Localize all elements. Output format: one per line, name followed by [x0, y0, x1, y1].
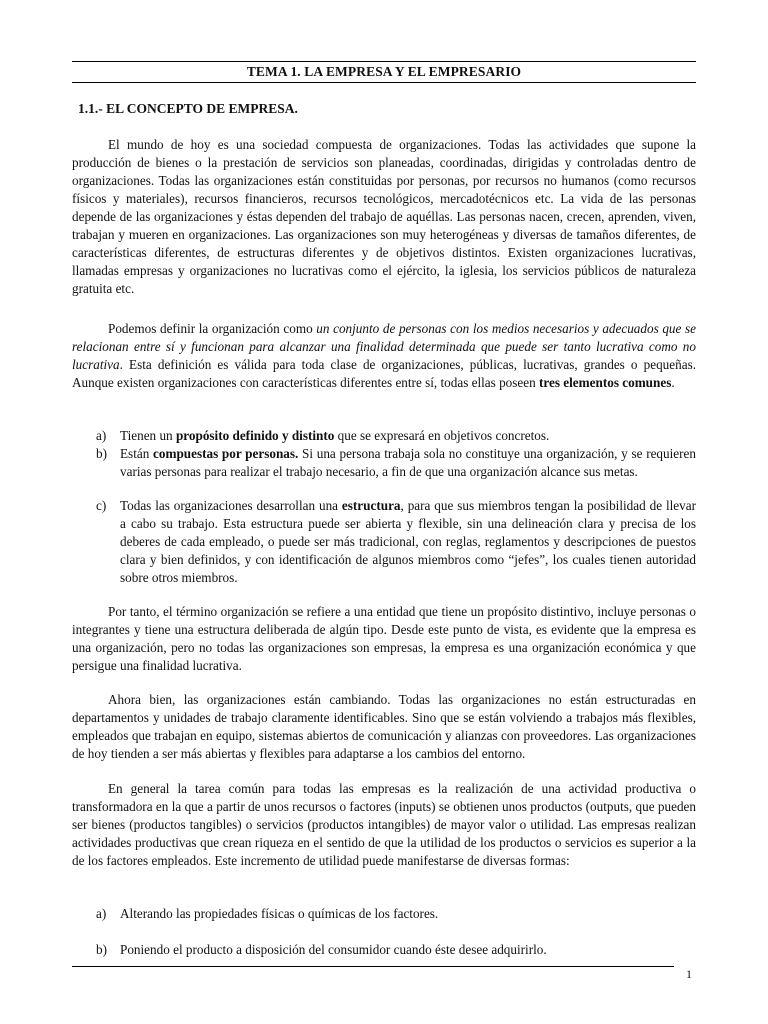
paragraph-3: [72, 603, 696, 675]
list-item-text: , para que sus miembros tengan la posibilidad de llevar a cabo su trabajo. Esta estructura puede ser abierta y flexible, sin una delineación clara y precisa de los deberes de cada empleado, o puede ser más tradicional, con reglas, reglamentos y descripciones de puestos clara y bien definidos, y con identificación de algunos miembros como “jefes”, los cuales tienen autoridad sobre otros miembros.: [120, 498, 696, 585]
list-item-bold: compuestas por personas.: [153, 446, 299, 461]
list-marker: c): [96, 498, 107, 513]
p2-text-a: Podemos definir la organización como: [108, 321, 317, 336]
list-item-text: Todas las organizaciones desarrollan una: [120, 498, 342, 513]
paragraph-5-text: En general la tarea común para todas las empresas es la realización de una actividad productiva o transformadora en la que a partir de unos recursos o factores (inputs) se obtienen unos productos (outputs, que pueden ser bienes (productos tangibles) o servicios (productos intangibles) de mayor valor o utilidad. Las empresas realizan actividades productivas que crean riqueza en el sentido de que la utilidad de los productos o servicios es superior a la de los factores empleados. Este incremento de utilidad puede manifestarse de diversas formas:: [72, 781, 696, 868]
paragraph-4: [72, 691, 696, 763]
paragraph-2: [72, 320, 696, 392]
document-title: TEMA 1. LA EMPRESA Y EL EMPRESARIO: [246, 64, 522, 79]
header-top-rule: [72, 61, 696, 62]
paragraph-1: [72, 136, 696, 298]
p2-text-b: . Esta definición es válida para toda clase de organizaciones, públicas, lucrativas, grandes o pequeñas. Aunque existen organizaciones con características diferentes entre sí, todas ellas poseen: [72, 357, 696, 390]
header-bottom-rule: [72, 82, 696, 83]
paragraph-4-text: Ahora bien, las organizaciones están cambiando. Todas las organizaciones no están estructuradas en departamentos y unidades de trabajo claramente identificables. Sino que se están volviendo a trabajos más flexibles, empleados que trabajan en equipo, sistemas abiertos de comunicación y alianzas con proveedores. Las organizaciones de hoy tienden a ser más abiertas y flexibles para adaptarse a los cambios del entorno.: [72, 692, 696, 761]
list2-item-b: [96, 941, 696, 959]
p2-text-c: .: [671, 375, 675, 390]
paragraph-3-text: Por tanto, el término organización se refiere a una entidad que tiene un propósito distintivo, incluye personas o integrantes y tiene una estructura deliberada de algún tipo. Desde este punto de vista, es evidente que la empresa es una organización, pero no todas las organizaciones son empresas, la empresa es una organización económica y que persigue una finalidad lucrativa.: [72, 604, 696, 673]
list2-item-a: [96, 905, 696, 923]
paragraph-5: [72, 780, 696, 870]
list-item-b: [96, 445, 696, 481]
list-marker: a): [96, 428, 107, 443]
section-heading: 1.1.- EL CONCEPTO DE EMPRESA.: [78, 101, 298, 116]
paragraph-1-text: El mundo de hoy es una sociedad compuesta de organizaciones. Todas las actividades que supone la producción de bienes o la prestación de servicios son planeadas, coordinadas, dirigidas y controladas dentro de organizaciones. Todas las organizaciones están constituidas por personas, por recursos no humanos (como recursos físicos y materiales), recursos financieros, recursos tecnológicos, mercadotécnicos etc. La vida de las personas depende de las organizaciones y éstas dependen del trabajo de aquéllas. Las personas nacen, crecen, aprenden, viven, trabajan y mueren en organizaciones. Las organizaciones son muy heterogéneas y diversas de tamaños diferentes, de características diferentes, de estructuras diferentes y de objetivos distintos. Existen organizaciones lucrativas, llamadas empresas y organizaciones no lucrativas como el ejército, la iglesia, los servicios públicos de naturaleza gratuita etc.: [72, 137, 696, 296]
list-item-text: Están: [120, 446, 154, 461]
list-item-bold: estructura: [341, 498, 401, 513]
list-item-text: Alterando las propiedades físicas o químicas de los factores.: [120, 906, 439, 921]
footer-rule: [72, 966, 674, 967]
page-number: 1: [686, 967, 692, 981]
list-marker: b): [96, 446, 107, 461]
list-item-text: que se expresará en objetivos concretos.: [334, 428, 550, 443]
p2-italic-definition: un conjunto de personas con los medios necesarios y adecuados que se relacionan entre sí y funcionan para alcanzar una finalidad determinada que puede ser tanto lucrativa como no lucrativa: [72, 321, 696, 372]
list-item-text: Si una persona trabaja sola no constituye una organización, y se requieren varias personas para realizar el trabajo necesario, a fin de que una organización alcance sus metas.: [120, 446, 696, 479]
list-item-text: Tienen un: [120, 428, 176, 443]
list-item-bold: propósito definido y distinto: [175, 428, 335, 443]
list-marker: b): [96, 942, 107, 957]
list-item-a: [96, 427, 696, 445]
list-marker: a): [96, 906, 107, 921]
list-item-text: Poniendo el producto a disposición del consumidor cuando éste desee adquirirlo.: [120, 942, 547, 957]
list-item-c: [96, 497, 696, 587]
p2-bold-elements: tres elementos comunes: [539, 375, 672, 390]
